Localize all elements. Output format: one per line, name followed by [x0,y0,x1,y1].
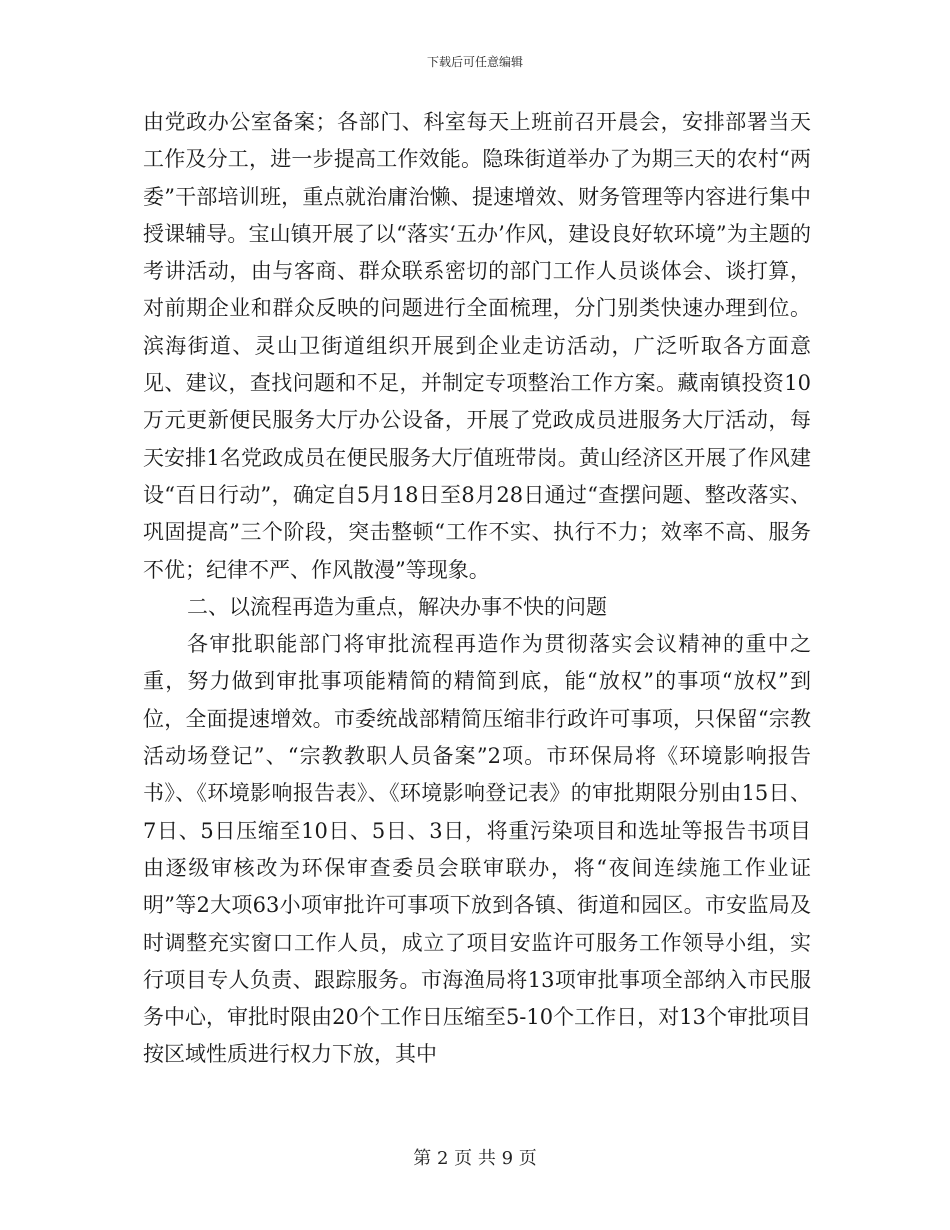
document-body [143,104,811,1074]
section-heading: 二、以流程再造为重点，解决办事不快的问题 [187,594,607,619]
page-header-note: 下载后可任意编辑 [426,55,523,69]
paragraph: 各审批职能部门将审批流程再造作为贯彻落实会议精神的重中之重，努力做到审批事项能精简的精简到底，能“放权”的事项“放权”到位，全面提速增效。市委统战部精简压缩非行政许可事项，只保留“宗教活动场登记”、“宗教教职人员备案”2项。市环保局将《环境影响报告书》、《环境影响报告表》、《环境影响登记表》的审批期限分别由15日、7日、5日压缩至10日、5日、3日，将重污染项目和选址等报告书项目由逐级审核改为环保审查委员会联审联办，将“夜间连续施工作业证明”等2大项63小项审批许可事项下放到各镇、街道和园区。市安监局及时调整充实窗口工作人员，成立了项目安监许可服务工作领导小组，实行项目专人负责、跟踪服务。市海渔局将13项审批事项全部纳入市民服务中心，审批时限由20个工作日压缩至5-10个工作日，对13个审批项目按区域性质进行权力下放，其中 [143,632,811,1067]
paragraph-continued: 由党政办公室备案；各部门、科室每天上班前召开晨会，安排部署当天工作及分工，进一步提高工作效能。隐珠街道举办了为期三天的农村“两委”干部培训班，重点就治庸治懒、提速增效、财务管理等内容进行集中授课辅导。宝山镇开展了以“落实‘五办’作风，建设良好软环境”为主题的考讲活动，由与客商、群众联系密切的部门工作人员谈体会、谈打算，对前期企业和群众反映的问题进行全面梳理，分门别类快速办理到位。滨海街道、灵山卫街道组织开展到企业走访活动，广泛听取各方面意见、建议，查找问题和不足，并制定专项整治工作方案。藏南镇投资10万元更新便民服务大厅办公设备，开展了党政成员进服务大厅活动，每天安排1名党政成员在便民服务大厅值班带岗。黄山经济区开展了作风建设“百日行动”，确定自5月18日至8月28日通过“查摆问题、整改落实、巩固提高”三个阶段，突击整顿“工作不实、执行不力；效率不高、服务不优；纪律不严、作风散漫”等现象。 [143,110,811,582]
page-number: 第 2 页 共 9 页 [413,1148,537,1169]
